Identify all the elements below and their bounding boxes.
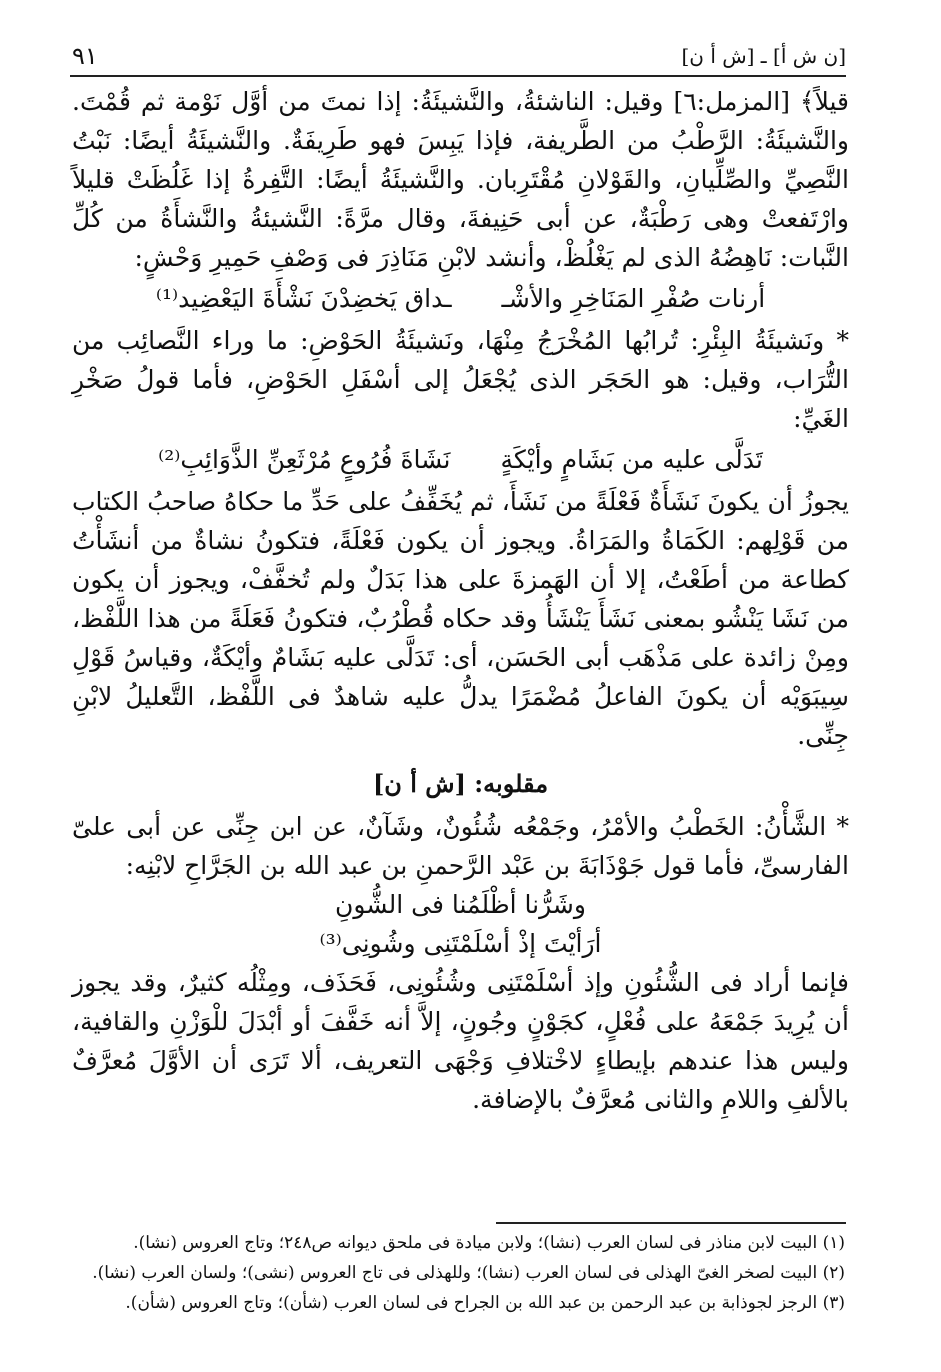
section-heading: مقلوبه: [ش أ ن]	[372, 769, 549, 798]
rajaz-line-1: وشَرُّنا أظْلَمُنا فى الشُّونِ	[335, 890, 586, 919]
paragraph-3: يجوزُ أن يكونَ نَشَأَةٌ فَعْلَةً من نَشَأَ، ثم يُخَفِّفُ على حَدِّ ما حكاهُ صاحبُ الكتاب من قَوْلِهم: الكَمَاةُ والمَرَاةُ. ويجوز أن يكون فَعْلَةً، فتكونُ نشاةٌ من أنشَأْتُ كطاعة من أطَعْتُ، إلا أن الهَمزةَ على هذا بَدَلٌ ولم تُخفَّفْ، ويجوز أن يكون من نَشَا يَنْشُو بمعنى نَشَأَ يَنْشَأُ وقد حكاه قُطْرُبٌ، فتكونُ فَعَلَةً من هذا اللَّفْظ، ومِنْ زائدة على مَذْهَب أبى الحَسَن، أى: تَدَلَّى عليه بَشَامٌ وأيْكَةٌ، وقياسُ قَوْلِ سِيبَوَيْه أن يكونَ الفاعلُ مُضْمَرًا يدلُّ عليه شاهدٌ فى اللَّفْظ، التَّعليلُ لابْنِ جِنِّى.	[72, 487, 849, 750]
paragraph-5: فإنما أراد فى الشُّئُونِ وإذ أسْلَمْتَنِى وشُئُونِى، فَحَذَف، ومِثْلُه كثيرٌ، وقد يجوز أن يُرِيدَ جَمْعَهُ على فُعْلٍ، كجَوْنٍ وجُونٍ، إلاَّ أنه خَفَّفَ أو أبْدَلَ للْوَزْنِ والقافية، وليس هذا عندهم بإيطاءٍ لاخْتلافِ وَجْهَى التعريف، ألا تَرَى أن الأوَّلَ مُعرَّفٌ بالألفِ واللامِ والثانى مُعرَّفٌ بالإضافة.	[72, 968, 849, 1114]
running-title: [ن ش أ] ـ [ش أ ن]	[681, 44, 846, 68]
verse-2	[72, 440, 849, 480]
footnote-1: (١) البيت لابن مناذر فى لسان العرب (نشا)؛ ولابن ميادة فى ملحق ديوانه ص٢٤٨؛ وتاج العروس (نشا).	[133, 1233, 845, 1253]
verse-1-first-hemistich: أرنات صُفْرِ المَنَاخِرِ والأشْـ	[501, 284, 766, 313]
page-number: ٩١	[72, 42, 98, 70]
paragraph-2: * ونَشيئَةُ البِئْرِ: تُرابُها المُخْرَجُ مِنْهَا، ونَشيئَةُ الحَوْضِ: ما وراء النَّصائِب من التُّرَاب، وقيل: هو الحَجَر الذى يُجْعَلُ إلى أسْفَلِ الحَوْضِ، فأما قولُ صَخْرِ الغَيِّ:	[72, 326, 849, 433]
verse-1-second-hemistich: ـداق يَخضِدْنَ نَشْأَةَ اليَعْضِيد⁽¹⁾	[155, 284, 452, 313]
footnotes	[72, 1228, 845, 1318]
footnote-rule	[496, 1222, 846, 1224]
header-rule	[70, 75, 846, 77]
footnote-3: (٣) الرجز لجوذابة بن عبد الرحمن بن عبد الله بن الجراح فى لسان العرب (شأن)؛ وتاج العروس (شأن).	[125, 1293, 845, 1313]
rajaz-line-2: أرَأيْتَ إذْ أسْلَمْتَنِى وشُونِى⁽³⁾	[319, 929, 602, 958]
verse-1	[72, 279, 849, 319]
main-text	[72, 82, 849, 1119]
paragraph-4: * الشَّأْنُ: الخَطْبُ والأمْرُ، وجَمْعُه شُئُونٌ، وشَآنٌ، عن ابن جِنِّى عن أبى علىّ الفارسىِّ، فأما قول جَوْذَابَةَ بن عَبْد الرَّحمنِ بن عبد الله بن الجَرَّاحِ لابْنِه:	[72, 812, 849, 880]
footnote-2: (٢) البيت لصخر الغىّ الهذلى فى لسان العرب (نشا)؛ وللهذلى فى تاج العروس (نشى)؛ ولسان العرب (نشا).	[92, 1263, 845, 1283]
verse-2-second-hemistich: نَشَاةَ فُرُوعٍ مُرْثَعِنِّ الذَّوَائِبِ⁽²⁾	[158, 445, 451, 474]
paragraph-1: قيلاً﴾ [المزمل:٦] وقيل: الناشئةُ، والنَّشيئَةُ: إذا نمتَ من أوَّل نَوْمة ثم قُمْتَ. والنَّشيئَةُ: الرَّطْبُ من الطَّريفة، فإذا يَبِسَ فهو طَرِيفَةٌ. والنَّشيئَةُ أيضًا: نَبْتُ النَّصِيِّ والصِّلِّيانِ، والقَوْلانِ مُقْتَرِبان. والنَّشيئَةُ أيضًا: التَّفِرةُ إذا غَلُظَتْ قليلاً وارْتَفعتْ وهى رَطْبَةٌ، عن أبى حَنِيفةَ، وقال مرَّةً: النَّشيئةُ والنَّشأَةُ من كُلِّ النَّبات: نَاهِضُهُ الذى لم يَغْلُظْ، وأنشد لابْنِ مَنَاذِرَ فى وَصْفِ حَمِيرِ وَحْشٍ:	[72, 87, 849, 272]
page-header	[70, 40, 846, 70]
verse-2-first-hemistich: تَدَلَّى عليه من بَشَامٍ وأيْكَةٍ	[500, 445, 763, 474]
